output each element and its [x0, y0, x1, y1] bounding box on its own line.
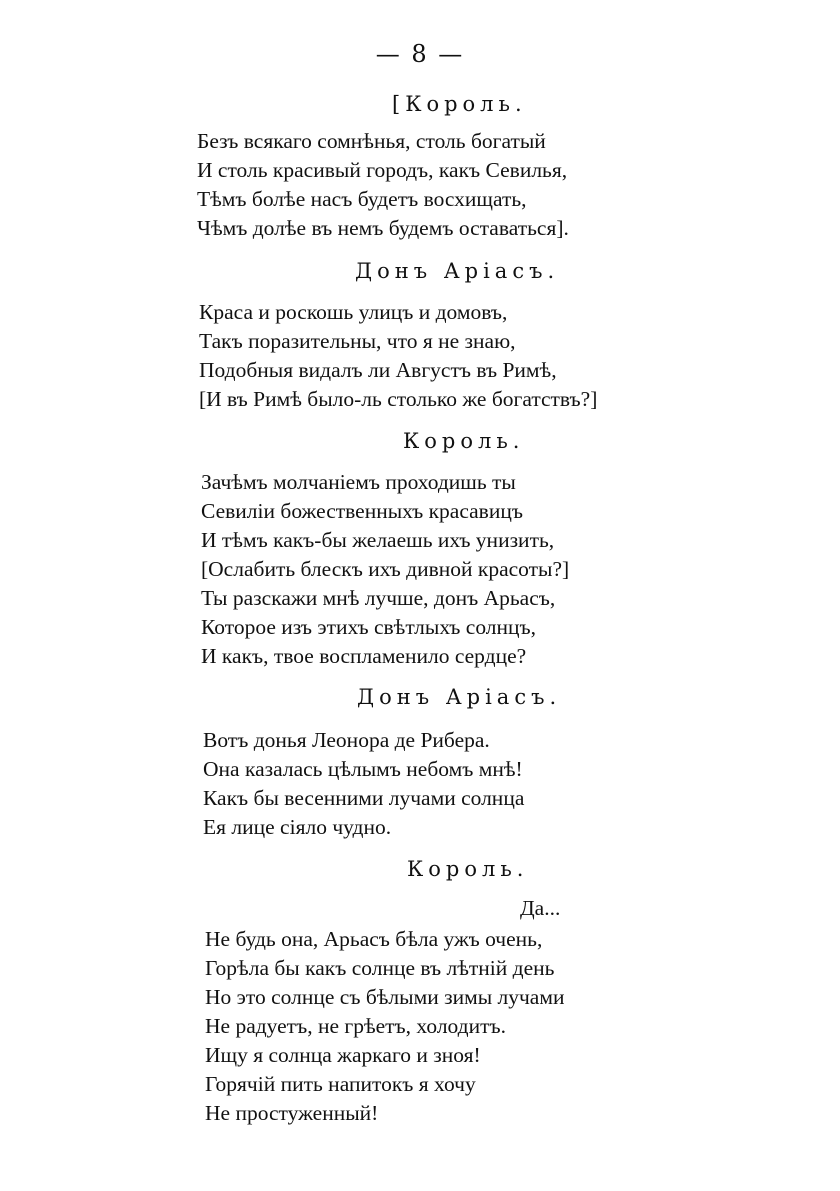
verse-line: Которое изъ этихъ свѣтлыхъ солнцъ,	[201, 615, 537, 639]
partial-verse-line: Да...	[520, 896, 561, 920]
verse-line: Какъ бы весенними лучами солнца	[203, 786, 525, 810]
verse-line: Безъ всякаго сомнѣнья, столь богатый	[197, 129, 546, 153]
verse-line: [Ослабить блескъ ихъ дивной красоты?]	[201, 557, 570, 581]
verse-line: Краса и роскошь улицъ и домовъ,	[199, 300, 508, 324]
verse-line: Не простуженный!	[205, 1101, 379, 1125]
speaker-heading: Донъ Аріасъ.	[355, 259, 560, 283]
verse-line: И тѣмъ какъ-бы желаешь ихъ унизить,	[201, 528, 555, 552]
speaker-heading: Донъ Аріасъ.	[357, 685, 562, 709]
verse-line: Горячій пить напитокъ я хочу	[205, 1072, 476, 1096]
verse-line: Не радуетъ, не грѣетъ, холодитъ.	[205, 1014, 507, 1038]
verse-line: Тѣмъ болѣе насъ будетъ восхищать,	[197, 187, 527, 211]
speaker-heading: Король.	[403, 429, 525, 453]
verse-line: Вотъ донья Леонора де Рибера.	[203, 728, 490, 752]
speaker-heading: [Король.	[392, 92, 527, 116]
verse-stanza	[197, 127, 569, 243]
verse-line: Подобныя видалъ ли Августъ въ Римѣ,	[199, 358, 557, 382]
verse-stanza	[205, 925, 564, 1128]
verse-line: Такъ поразительны, что я не знаю,	[199, 329, 516, 353]
verse-line: Ея лице сіяло чудно.	[203, 815, 392, 839]
verse-line: И какъ, твое воспламенило сердце?	[201, 644, 527, 668]
verse-line: Ищу я солнца жаркаго и зноя!	[205, 1043, 481, 1067]
verse-line: Чѣмъ долѣе въ немъ будемъ оставаться].	[197, 216, 569, 240]
verse-line: Зачѣмъ молчаніемъ проходишь ты	[201, 470, 516, 494]
verse-line: Но это солнце съ бѣлыми зимы лучами	[205, 985, 565, 1009]
page-number: — 8 —	[375, 40, 465, 68]
speaker-heading: Король.	[407, 857, 529, 881]
verse-line: Она казалась цѣлымъ небомъ мнѣ!	[203, 757, 523, 781]
verse-line: Севиліи божественныхъ красавицъ	[201, 499, 523, 523]
verse-line: Горѣла бы какъ солнце въ лѣтній день	[205, 956, 555, 980]
verse-line: Ты разскажи мнѣ лучше, донъ Арьасъ,	[201, 586, 556, 610]
verse-stanza	[199, 298, 597, 414]
verse-stanza	[201, 468, 569, 671]
verse-line: И столь красивый городъ, какъ Севилья,	[197, 158, 568, 182]
verse-line: [И въ Римѣ было-ль столько же богатствъ?]	[199, 387, 598, 411]
verse-line: Не будь она, Арьасъ бѣла ужъ очень,	[205, 927, 543, 951]
verse-stanza	[203, 726, 524, 842]
